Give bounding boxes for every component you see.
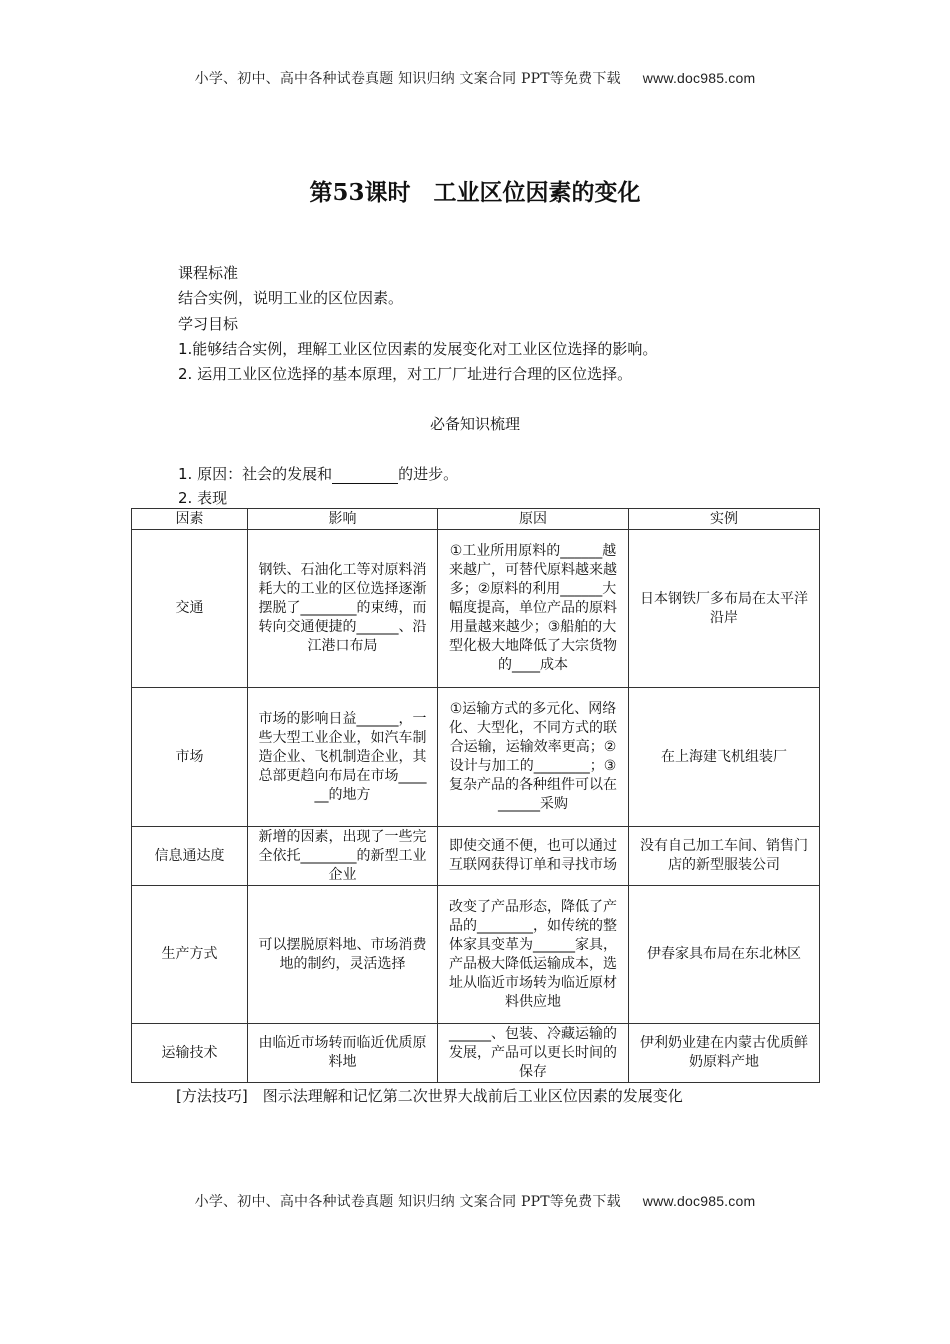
table-row	[132, 1024, 820, 1083]
goals-heading: 学习目标	[178, 315, 239, 333]
footer-text: 小学、初中、高中各种试卷真题 知识归纳 文案合同 PPT等免费下载	[194, 1194, 621, 1210]
standard-text: 结合实例，说明工业的区位因素。	[178, 289, 404, 307]
reason-cell: 即使交通不便，也可以通过互联网获得订单和寻找市场	[438, 827, 629, 886]
influence-cell: 可以摆脱原料地、市场消费地的制约，灵活选择	[248, 886, 438, 1024]
goal-1: 1.能够结合实例，理解工业区位因素的发展变化对工业区位选择的影响。	[178, 340, 658, 358]
influence-cell: 由临近市场转而临近优质原料地	[248, 1024, 438, 1083]
example-cell: 在上海建飞机组装厂	[629, 688, 820, 827]
fill-blank	[332, 465, 398, 484]
page-footer	[0, 1191, 950, 1211]
goal-2: 2. 运用工业区位选择的基本原理，对工厂厂址进行合理的区位选择。	[178, 365, 633, 383]
reason-cell: ①运输方式的多元化、网络化、大型化，不同方式的联合运输，运输效率更高；②设计与加工的________；③复杂产品的各种组件可以在______采购	[438, 688, 629, 827]
factor-cell: 交通	[132, 530, 248, 688]
page-header	[0, 68, 950, 88]
standard-heading: 课程标准	[178, 264, 239, 282]
table-row	[132, 886, 820, 1024]
table-row	[132, 827, 820, 886]
header-reason: 原因	[438, 509, 629, 530]
table-row	[132, 688, 820, 827]
method-tip: [方法技巧] 图示法理解和记忆第二次世界大战前后工业区位因素的发展变化	[176, 1087, 683, 1105]
header-site[interactable]: www.doc985.com	[642, 70, 756, 86]
section-heading: 必备知识梳理	[429, 415, 520, 433]
item-1-before: 1. 原因：社会的发展和	[178, 465, 333, 483]
header-influence: 影响	[248, 509, 438, 530]
example-cell: 日本钢铁厂多布局在太平洋沿岸	[629, 530, 820, 688]
table-header-row	[132, 509, 820, 530]
factor-cell: 信息通达度	[132, 827, 248, 886]
header-text: 小学、初中、高中各种试卷真题 知识归纳 文案合同 PPT等免费下载	[194, 71, 621, 87]
example-cell: 伊春家具布局在东北林区	[629, 886, 820, 1024]
influence-cell: 新增的因素，出现了一些完全依托________的新型工业企业	[248, 827, 438, 886]
reason-cell: 改变了产品形态，降低了产品的________，如传统的整体家具变革为______家具，产品极大降低运输成本，选址从临近市场转为临近原材料供应地	[438, 886, 629, 1024]
item-2: 2. 表现	[178, 489, 228, 507]
influence-cell: 钢铁、石油化工等对原料消耗大的工业的区位选择逐渐摆脱了________的束缚，而转向交通便捷的______、沿江港口布局	[248, 530, 438, 688]
example-cell: 伊利奶业建在内蒙古优质鲜奶原料产地	[629, 1024, 820, 1083]
factor-cell: 市场	[132, 688, 248, 827]
example-cell: 没有自己加工车间、销售门店的新型服装公司	[629, 827, 820, 886]
lesson-title: 第53课时 工业区位因素的变化	[309, 179, 641, 206]
influence-cell: 市场的影响日益______，一些大型工业企业，如汽车制造企业、飞机制造企业，其总部更趋向布局在市场______的地方	[248, 688, 438, 827]
factor-cell: 生产方式	[132, 886, 248, 1024]
knowledge-table	[131, 508, 820, 1083]
header-factor: 因素	[132, 509, 248, 530]
header-example: 实例	[629, 509, 820, 530]
item-1	[178, 463, 458, 484]
table-row	[132, 530, 820, 688]
reason-cell: ______、包装、冷藏运输的发展，产品可以更长时间的保存	[438, 1024, 629, 1083]
item-1-after: 的进步。	[398, 465, 459, 483]
footer-site[interactable]: www.doc985.com	[642, 1193, 756, 1209]
reason-cell: ①工业所用原料的______越来越广，可替代原料越来越多；②原料的利用______大幅度提高，单位产品的原料用量越来越少；③船舶的大型化极大地降低了大宗货物的____成本	[438, 530, 629, 688]
factor-cell: 运输技术	[132, 1024, 248, 1083]
